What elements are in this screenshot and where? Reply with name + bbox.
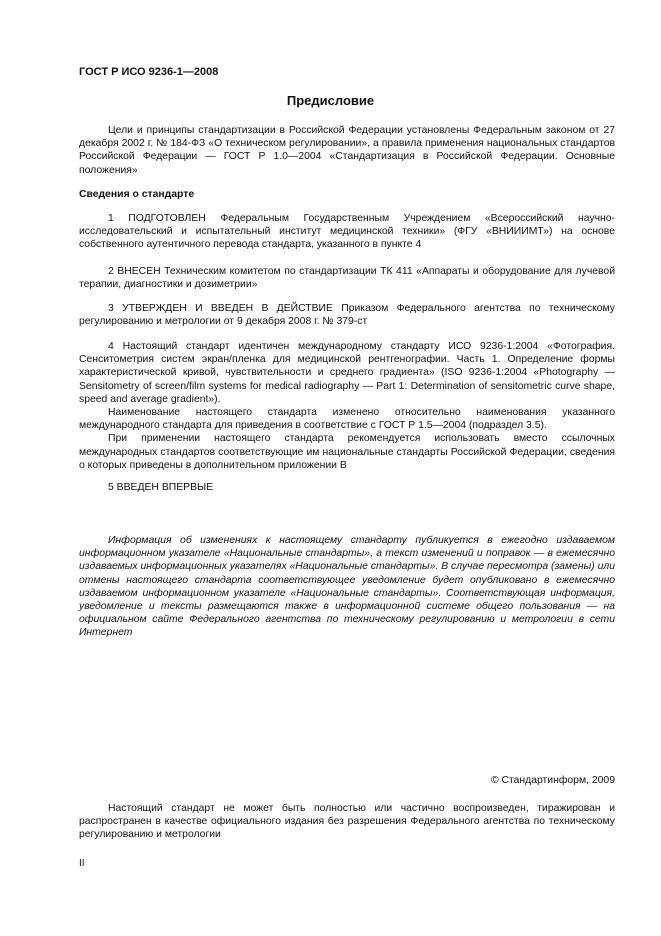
item-5-block <box>79 481 615 494</box>
item-4-reference-note: При применении настоящего стандарта рекомендуется использовать вместо ссылочных международных стандартов соответствующие им национальные стандарты Российской Федерации, сведения о которых приведены в дополнительном приложении В <box>79 433 615 471</box>
item-5: 5 ВВЕДЕН ВПЕРВЫЕ <box>108 482 214 493</box>
intro-paragraph: Цели и принципы стандартизации в Российской Федерации установлены Федеральным законом от 27 декабря 2002 г. № 184-ФЗ «О техническом регулировании», а правила применения национальных стандартов Российской Федерации — ГОСТ Р 1.0—2004 «Стандартизация в Российской Федерации. Основные положения» <box>79 125 615 176</box>
item-3: 3 УТВЕРЖДЕН И ВВЕДЕН В ДЕЙСТВИЕ Приказом Федерального агентства по техническому регулированию и метрологии от 9 декабря 2008 г. № 379-ст <box>79 303 615 328</box>
page-title: Предисловие <box>286 93 375 108</box>
item-1: 1 ПОДГОТОВЛЕН Федеральным Государственным Учреждением «Всероссийский научно-исследовательский и испытательный институт медицинской техники» (ФГУ «ВНИИИМТ») на основе собственного аутентичного перевода стандарта, указанного в пункте 4 <box>79 213 615 251</box>
item-4-block <box>79 340 615 472</box>
item-1-block <box>79 212 615 252</box>
item-2-block <box>79 265 615 291</box>
notice-block <box>79 534 615 640</box>
item-3-block <box>79 302 615 328</box>
footer-block <box>79 802 615 842</box>
subheading: Сведения о стандарте <box>79 189 195 200</box>
item-4: 4 Настоящий стандарт идентичен международному стандарту ИСО 9236-1:2004 «Фотография. Сенситометрия систем экран/пленка для медицинской рентгенографии. Часть 1. Определение формы характеристической кривой, чувствительности и среднего градиента» (ISO 9236-1:2004 «Photography — Sensitometry of screen/film systems for medical radiography — Part 1: Determination of sensitometric curve shape, speed and average gradient»). <box>79 341 615 405</box>
footer-paragraph: Настоящий стандарт не может быть полностью или частично воспроизведен, тиражирован и распространен в качестве официального издания без разрешения Федерального агентства по техническому регулированию и метрологии <box>79 803 615 841</box>
item-4-name-note: Наименование настоящего стандарта изменено относительно наименования указанного международного стандарта для приведения в соответствие с ГОСТ Р 1.5—2004 (подраздел 3.5). <box>79 407 615 432</box>
page-number: II <box>79 858 85 869</box>
notice-paragraph: Информация об изменениях к настоящему стандарту публикуется в ежегодно издаваемом информационном указателе «Национальные стандарты», а текст изменений и поправок — в ежемесячно издаваемых информационных указателях «Национальные стандарты». В случае пересмотра (замены) или отмены настоящего стандарта соответствующее уведомление будет опубликовано в ежемесячно издаваемом информационном указателе «Национальные стандарты». Соответствующая информация, уведомление и тексты размещаются также в информационной системе общего пользования — на официальном сайте Федерального агентства по техническому регулированию и метрологии в сети Интернет <box>79 535 615 639</box>
item-2: 2 ВНЕСЕН Техническим комитетом по стандартизации ТК 411 «Аппараты и оборудование для лучевой терапии, диагностики и дозиметрии» <box>79 266 615 291</box>
document-header: ГОСТ Р ИСО 9236-1—2008 <box>79 66 219 78</box>
intro-block <box>79 124 615 177</box>
copyright: © Стандартинформ, 2009 <box>490 775 615 786</box>
